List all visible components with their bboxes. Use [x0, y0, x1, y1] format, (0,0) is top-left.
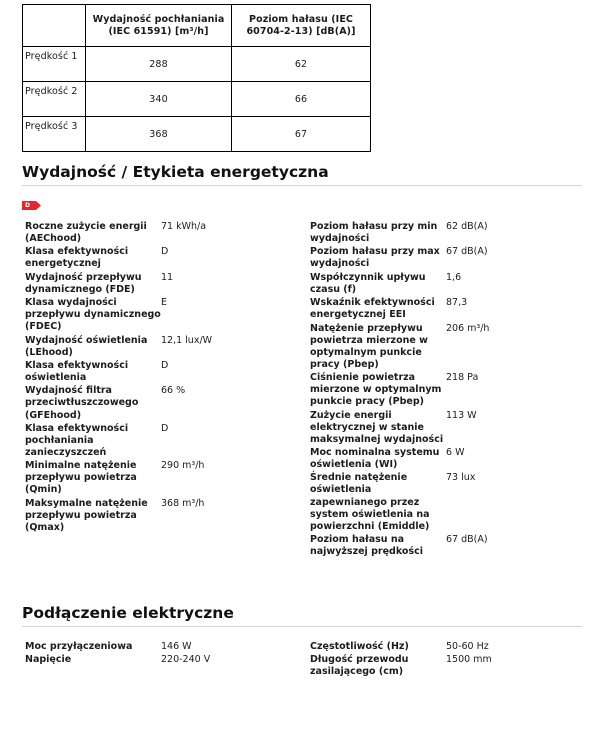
property-row: [310, 246, 582, 270]
property-row: [25, 460, 297, 496]
property-row: [25, 360, 297, 384]
property-label: Roczne zużycie energii (AEChood): [25, 221, 147, 245]
property-value: D: [161, 246, 169, 258]
section-divider: [22, 626, 582, 627]
property-value: 12,1 lux/W: [161, 334, 213, 346]
property-label: Wydajność przepływu dynamicznego (FDE): [25, 271, 142, 295]
property-label: Wydajność oświetlenia (LEhood): [25, 334, 148, 358]
property-row: [25, 221, 297, 245]
property-row: [310, 410, 582, 446]
property-value: 6 W: [446, 447, 465, 458]
energy-section-title: Wydajność / Etykieta energetyczna: [22, 163, 329, 181]
property-value: 11: [161, 271, 174, 283]
electric-section-title: Podłączenie elektryczne: [22, 604, 234, 622]
property-row: [25, 246, 297, 270]
property-row: [25, 498, 297, 534]
property-label: Częstotliwość (Hz): [310, 641, 409, 652]
property-row: [310, 447, 582, 471]
table-row: [23, 47, 371, 82]
electric-list-left: [25, 641, 297, 668]
property-value: 50-60 Hz: [446, 641, 489, 652]
property-value: 220-240 V: [161, 654, 211, 666]
property-row: [310, 272, 582, 296]
energy-list-right: [310, 221, 582, 559]
property-value: 368 m³/h: [161, 497, 205, 509]
property-value: D: [161, 359, 169, 371]
property-row: [25, 385, 297, 421]
property-row: [25, 335, 297, 359]
property-label: Poziom hałasu przy max wydajności: [310, 246, 440, 270]
property-value: 67 dB(A): [446, 246, 488, 258]
property-label: Klasa efektywności energetycznej: [25, 246, 129, 270]
property-value: 290 m³/h: [161, 460, 205, 472]
property-label: Klasa efektywności oświetlenia: [25, 359, 129, 384]
table-row: [23, 117, 371, 152]
row-label: Prędkość 2: [23, 82, 86, 117]
property-row: [310, 221, 582, 245]
property-row: [310, 372, 582, 408]
flow-cell: 368: [86, 117, 232, 152]
property-value: 146 W: [161, 641, 192, 652]
property-label: Poziom hałasu przy min wydajności: [310, 221, 438, 245]
noise-cell: 66: [232, 82, 371, 117]
speed-noise-table: [22, 4, 371, 152]
property-row: [25, 423, 297, 459]
property-value: 62 dB(A): [446, 221, 488, 232]
property-label: Współczynnik upływu czasu (f): [310, 271, 426, 295]
property-label: Moc przyłączeniowa: [25, 641, 133, 652]
column-header-noise: Poziom hałasu (IEC 60704-2-13) [dB(A)]: [232, 5, 371, 47]
property-value: 1,6: [446, 271, 462, 283]
property-label: Długość przewodu zasilającego (cm): [310, 654, 409, 678]
property-value: 66 %: [161, 385, 186, 397]
flow-cell: 288: [86, 47, 232, 82]
electric-list-right: [310, 641, 582, 680]
row-label: Prędkość 3: [23, 117, 86, 152]
property-label: Poziom hałasu na najwyższej prędkości: [310, 534, 423, 558]
property-value: 206 m³/h: [446, 322, 490, 334]
table-corner-cell: [23, 5, 86, 47]
property-row: [25, 272, 297, 296]
property-label: Maksymalne natężenie przepływu powietrza (Qmax): [25, 497, 148, 533]
property-value: 218 Pa: [446, 372, 479, 384]
flow-cell: 340: [86, 82, 232, 117]
property-value: 71 kWh/a: [161, 221, 207, 232]
column-header-flow: Wydajność pochłaniania (IEC 61591) [m³/h]: [86, 5, 232, 47]
table-row: [23, 82, 371, 117]
table-header-row: [23, 5, 371, 47]
property-value: E: [161, 297, 168, 309]
property-value: 87,3: [446, 297, 468, 309]
property-label: Napięcie: [25, 654, 72, 666]
property-label: Natężenie przepływu powietrza mierzone w optymalnym punkcie pracy (Pbep): [310, 322, 428, 370]
property-label: Moc nominalna systemu oświetlenia (WI): [310, 447, 440, 471]
property-label: Klasa efektywności pochłaniania zanieczyszczeń: [25, 422, 129, 458]
row-label: Prędkość 1: [23, 47, 86, 82]
noise-cell: 62: [232, 47, 371, 82]
property-value: 73 lux: [446, 472, 476, 484]
energy-class-letter: D: [25, 202, 30, 209]
property-value: D: [161, 422, 169, 434]
property-value: 67 dB(A): [446, 534, 488, 546]
property-row: [310, 534, 582, 558]
property-label: Średnie natężenie oświetlenia zapewnianego przez system oświetlenia na powierzchni (Emiddle): [310, 472, 430, 532]
property-label: Klasa wydajności przepływu dynamicznego (FDEC): [25, 297, 161, 333]
property-row: [310, 297, 582, 321]
property-label: Ciśnienie powietrza mierzone w optymalnym punkcie pracy (Pbep): [310, 372, 442, 408]
property-value: 113 W: [446, 409, 477, 421]
energy-list-left: [25, 221, 297, 535]
section-divider: [22, 185, 582, 186]
property-row: [310, 641, 582, 653]
property-row: [310, 472, 582, 532]
property-row: [25, 654, 297, 666]
property-label: Wskaźnik efektywności energetycznej EEI: [310, 297, 435, 321]
property-label: Minimalne natężenie przepływu powietrza (Qmin): [25, 460, 137, 496]
property-row: [310, 654, 582, 678]
property-row: [25, 297, 297, 333]
noise-cell: 67: [232, 117, 371, 152]
property-row: [310, 323, 582, 371]
property-row: [25, 641, 297, 653]
property-label: Wydajność filtra przeciwtłuszczowego (GFEhood): [25, 385, 139, 421]
property-value: 1500 mm: [446, 654, 492, 666]
property-label: Zużycie energii elektrycznej w stanie maksymalnej wydajności: [310, 409, 444, 445]
energy-class-badge: [22, 201, 41, 210]
